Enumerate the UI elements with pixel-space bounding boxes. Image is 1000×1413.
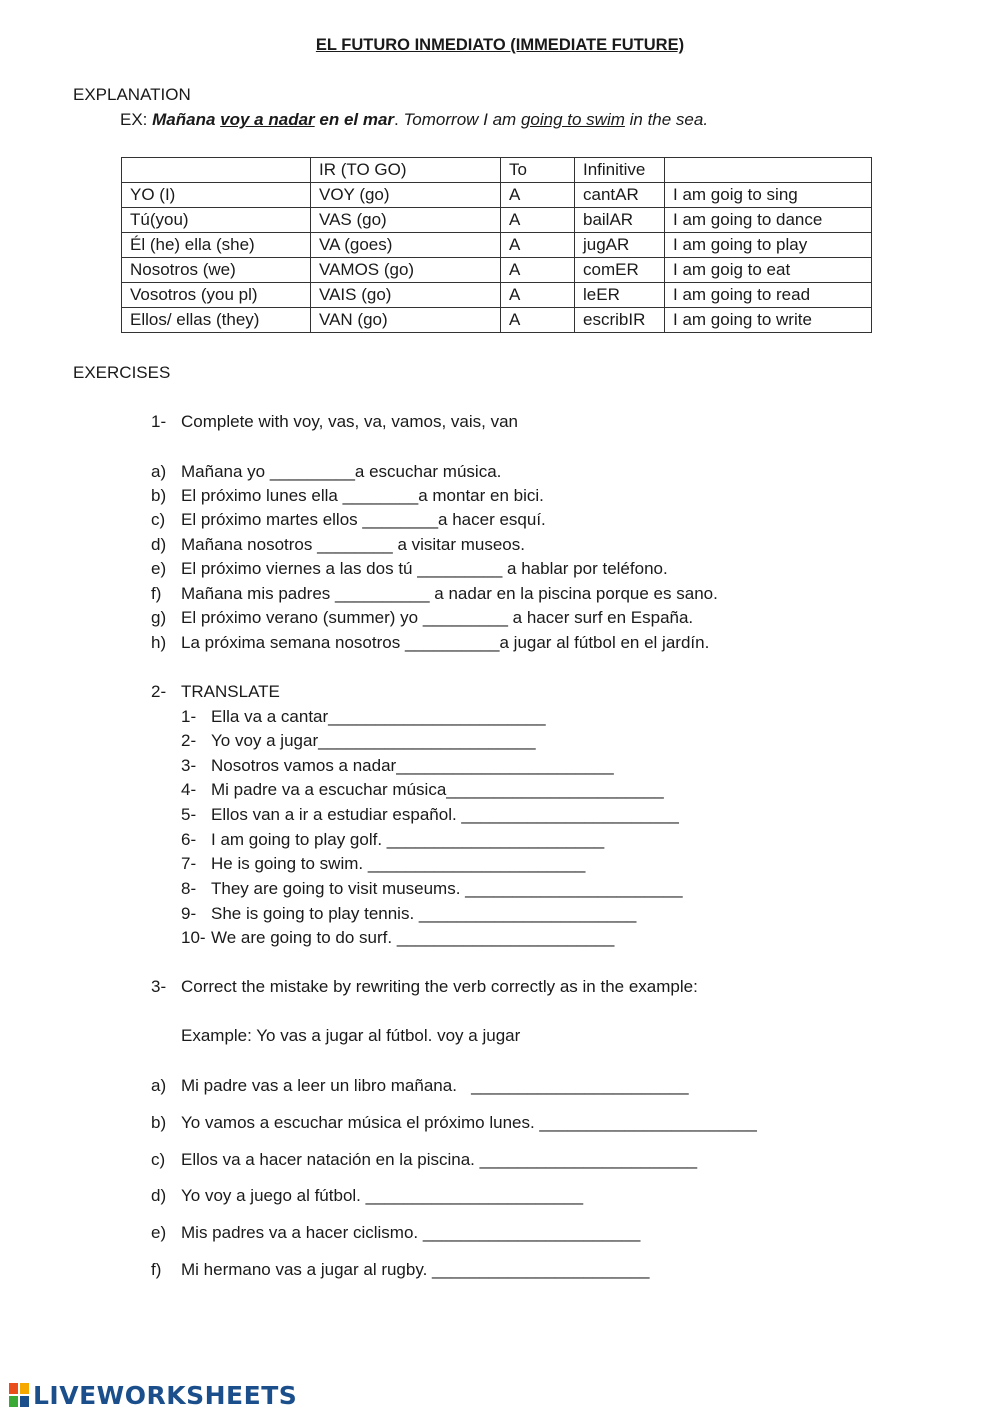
item-text: Nosotros vamos a nadar_______________________ [211, 756, 614, 775]
table-cell: VAIS (go) [311, 283, 501, 308]
item-text: They are going to visit museums. _______________________ [211, 879, 683, 898]
table-header-cell: To [501, 158, 575, 183]
table-cell: VAN (go) [311, 308, 501, 333]
item-label: a) [151, 1076, 167, 1095]
liveworksheets-logo[interactable] [8, 1380, 297, 1410]
item-text: Mañana mis padres __________ a nadar en la piscina porque es sano. [181, 584, 718, 603]
item-text: I am going to play golf. _______________________ [211, 830, 605, 849]
item-label: 6- [181, 830, 197, 849]
table-cell: Vosotros (you pl) [122, 283, 311, 308]
item-text: Yo voy a jugar_______________________ [211, 731, 536, 750]
item-text: Mi padre va a escuchar música_______________________ [211, 780, 664, 799]
table-cell: comER [575, 258, 665, 283]
item-label: e) [151, 559, 167, 578]
table-cell: A [501, 233, 575, 258]
exercise-number: 1- [151, 412, 167, 431]
item-text: Ellos va a hacer natación en la piscina. _______________________ [181, 1150, 698, 1169]
example-prefix: EX: [120, 110, 153, 129]
table-cell: jugAR [575, 233, 665, 258]
table-cell: I am going to write [665, 308, 872, 333]
item-label: 2- [181, 731, 197, 750]
table-cell: Él (he) ella (she) [122, 233, 311, 258]
item-text: He is going to swim. _______________________ [211, 854, 586, 873]
table-cell: A [501, 283, 575, 308]
table-row [122, 283, 872, 308]
page-title: EL FUTURO INMEDIATO (IMMEDIATE FUTURE) [315, 36, 685, 54]
example-english-end: in the sea. [624, 110, 709, 129]
table-cell: A [501, 208, 575, 233]
item-text: She is going to play tennis. _______________________ [211, 904, 637, 923]
table-cell: bailAR [575, 208, 665, 233]
table-cell: A [501, 258, 575, 283]
item-text: Mi padre vas a leer un libro mañana. _______________________ [181, 1076, 689, 1095]
table-cell: A [501, 183, 575, 208]
table-cell: Ellos/ ellas (they) [122, 308, 311, 333]
table-cell: YO (I) [122, 183, 311, 208]
item-label: c) [151, 510, 166, 529]
table-header-cell: Infinitive [575, 158, 665, 183]
table-cell: VA (goes) [311, 233, 501, 258]
example-spanish-verb: voy a nadar [220, 110, 315, 129]
table-header-cell [665, 158, 872, 183]
table-row [122, 183, 872, 208]
table-cell: escribIR [575, 308, 665, 333]
liveworksheets-logo-icon [8, 1382, 30, 1408]
item-label: 3- [181, 756, 197, 775]
item-text: Yo voy a juego al fútbol. _______________________ [181, 1186, 584, 1205]
item-label: d) [151, 535, 167, 554]
exercise-instruction: Correct the mistake by rewriting the verb correctly as in the example: [181, 977, 698, 996]
item-text: We are going to do surf. _______________________ [211, 928, 615, 947]
conjugation-table [121, 157, 872, 333]
item-label: 9- [181, 904, 197, 923]
example-separator: . [394, 110, 404, 129]
item-text: Ella va a cantar_______________________ [211, 707, 546, 726]
item-label: 10- [181, 928, 206, 947]
example-english-verb: going to swim [520, 110, 625, 129]
item-text: El próximo martes ellos ________a hacer esquí. [181, 510, 546, 529]
table-row [122, 308, 872, 333]
example-english-start: Tomorrow I am [403, 110, 521, 129]
table-cell: cantAR [575, 183, 665, 208]
table-cell: I am going to dance [665, 208, 872, 233]
item-text: Yo vamos a escuchar música el próximo lunes. _______________________ [181, 1113, 757, 1132]
logo-text: LIVEWORKSHEETS [33, 1380, 298, 1410]
example-spanish-end: en el mar [314, 110, 395, 129]
item-text: El próximo verano (summer) yo _________ a hacer surf en España. [181, 608, 694, 627]
exercise-instruction: TRANSLATE [181, 682, 280, 701]
item-label: b) [151, 486, 167, 505]
item-label: b) [151, 1113, 167, 1132]
item-text: El próximo lunes ella ________a montar en bici. [181, 486, 544, 505]
item-label: g) [151, 608, 167, 627]
exercises-heading: EXERCISES [73, 363, 171, 382]
table-header-cell [122, 158, 311, 183]
table-cell: leER [575, 283, 665, 308]
item-label: 5- [181, 805, 197, 824]
item-label: e) [151, 1223, 167, 1242]
item-text: Mi hermano vas a jugar al rugby. _______________________ [181, 1260, 650, 1279]
table-cell: VAMOS (go) [311, 258, 501, 283]
table-cell: A [501, 308, 575, 333]
table-cell: I am goig to eat [665, 258, 872, 283]
item-label: c) [151, 1150, 166, 1169]
item-label: f) [151, 1260, 162, 1279]
item-label: 7- [181, 854, 197, 873]
example-sentence [120, 110, 708, 130]
exercise-example: Example: Yo vas a jugar al fútbol. voy a jugar [181, 1026, 521, 1045]
table-cell: Tú(you) [122, 208, 311, 233]
item-label: d) [151, 1186, 167, 1205]
item-label: a) [151, 462, 167, 481]
item-label: 4- [181, 780, 197, 799]
table-cell: VAS (go) [311, 208, 501, 233]
item-text: El próximo viernes a las dos tú _________ a hablar por teléfono. [181, 559, 668, 578]
item-label: f) [151, 584, 162, 603]
table-header-row [122, 158, 872, 183]
exercise-number: 2- [151, 682, 167, 701]
item-text: Mis padres va a hacer ciclismo. _______________________ [181, 1223, 641, 1242]
example-spanish-start: Mañana [152, 110, 221, 129]
explanation-heading: EXPLANATION [73, 85, 191, 104]
table-cell: VOY (go) [311, 183, 501, 208]
item-label: h) [151, 633, 167, 652]
exercise-instruction: Complete with voy, vas, va, vamos, vais, van [181, 412, 518, 431]
item-text: Mañana yo _________a escuchar música. [181, 462, 502, 481]
table-header-cell: IR (TO GO) [311, 158, 501, 183]
table-row [122, 258, 872, 283]
item-label: 1- [181, 707, 197, 726]
item-text: La próxima semana nosotros __________a jugar al fútbol en el jardín. [181, 633, 710, 652]
table-cell: I am going to read [665, 283, 872, 308]
exercise-number: 3- [151, 977, 167, 996]
item-text: Ellos van a ir a estudiar español. _______________________ [211, 805, 679, 824]
table-row [122, 208, 872, 233]
item-text: Mañana nosotros ________ a visitar museos. [181, 535, 525, 554]
table-cell: Nosotros (we) [122, 258, 311, 283]
item-label: 8- [181, 879, 197, 898]
table-cell: I am goig to sing [665, 183, 872, 208]
table-cell: I am going to play [665, 233, 872, 258]
table-row [122, 233, 872, 258]
